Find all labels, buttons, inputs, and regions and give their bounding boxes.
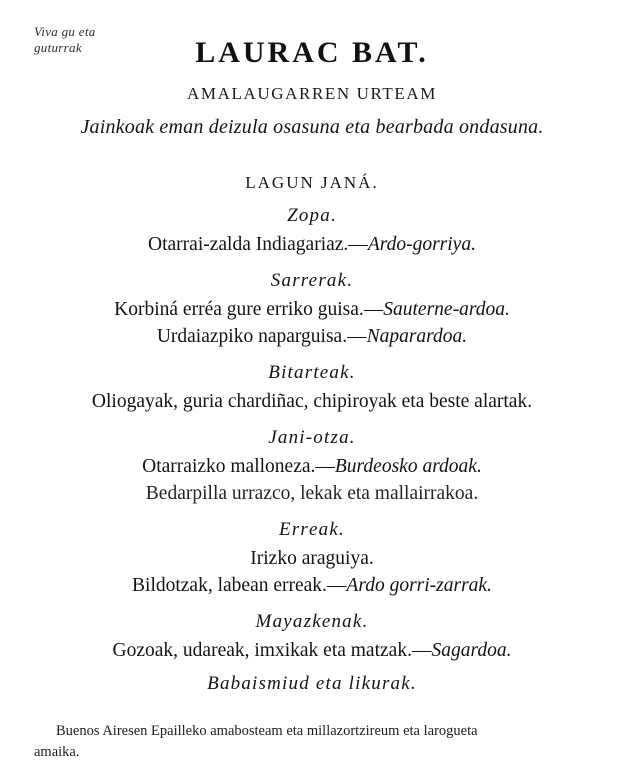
page-edge-fade <box>594 690 624 730</box>
dish-text: Gozoak, udareak, imxikak eta matzak.— <box>112 639 432 661</box>
dish-item <box>16 639 608 664</box>
dish-text: Bildotzak, labean erreak.— <box>132 574 347 596</box>
course-title: Babaismiud eta likurak. <box>207 672 417 694</box>
dish-wine: Sagardoa. <box>431 639 512 661</box>
dish-item <box>16 298 608 323</box>
closing-line-2: amaika. <box>34 744 80 761</box>
course-title: Sarrerak. <box>270 269 354 291</box>
menu-heading: LAGUN JANÁ. <box>245 173 379 192</box>
menu-section <box>16 173 608 695</box>
dish-text: Oliogayak, guria chardiñac, chipiroyak eta beste alartak. <box>91 390 533 412</box>
course-title: Bitarteak. <box>268 361 356 383</box>
closing-line-1: Buenos Airesen Epailleko amabosteam eta millazortzireum eta larogueta <box>56 722 478 739</box>
dish-item <box>16 574 608 599</box>
dish-wine: Burdeosko ardoak. <box>334 455 482 477</box>
dish-text: Bedarpilla urrazco, lekak eta mallairrakoa. <box>145 482 479 504</box>
dish-wine: Ardo gorri-zarrak. <box>346 574 492 596</box>
dish-item <box>16 455 608 480</box>
dish-item <box>16 233 608 258</box>
dish-text: Otarraizko malloneza.— <box>142 455 335 477</box>
course-title: Mayazkenak. <box>255 610 369 632</box>
page-subtitle: AMALAUGARREN URTEAM <box>187 84 437 103</box>
dish-text: Otarrai-zalda Indiagariaz.— <box>148 234 368 255</box>
dish-text: Korbiná erréa gure erriko guisa.— <box>114 298 384 320</box>
dish-item <box>16 325 608 350</box>
closing-note <box>34 721 590 765</box>
dish-wine: Sauterne-ardoa. <box>383 298 510 320</box>
dish-text: Urdaiazpiko naparguisa.— <box>156 325 367 347</box>
course-title: Zopa. <box>287 205 337 226</box>
dish-item <box>16 482 608 507</box>
page-title: LAURAC BAT. <box>195 36 429 69</box>
course-title: Errеak. <box>279 518 345 540</box>
course-title: Jani-otza. <box>268 426 356 448</box>
dish-text: Irizko araguiya. <box>250 547 374 569</box>
dish-item <box>16 547 608 572</box>
dish-wine: Ardo-gorriya. <box>367 234 476 255</box>
page-tagline: Jainkoak eman deizula osasuna eta bearbada ondasuna. <box>80 116 544 138</box>
dish-wine: Naparardoa. <box>366 325 468 347</box>
dish-item <box>16 390 608 415</box>
corner-note: Viva gu eta guturrak <box>34 24 96 56</box>
